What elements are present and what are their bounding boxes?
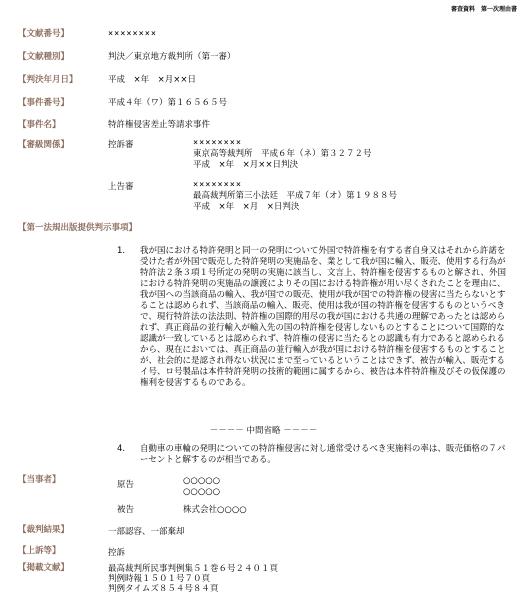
result-label: 【裁判結果】 — [18, 525, 70, 535]
plaintiff-name-2: ○○○○○ — [183, 487, 221, 497]
item1-text: 我が国における特許発明と同一の発明について外国で特許権を有する者自身又はそれから許諾を受けた者が外国で販売した特許発明の実施品を、業として我が国に輸入、販売、使用する行為が特許法２条３項１号所定の発明の実施に該当し、文言上、特許権を侵害するものと解され、外国における特許発明の実施品の譲渡によりその国における特許権が用い尽くされたことを理由に、我が国への当該商品の輸入、我が国での販売、使用が我が国での特許権の侵害に当たらないとすることは認められず、当該商品の輸入、販売、使用は我が国の特許権を侵害するものというべきで、現行特許法の法法則、特許権の国際的用尽の我が国における共通の理解であったとは認められず、真正商品の並行輸入が輸入先の国の特許権を侵害しないものとすることについて国際的な認識が一致しているとは認められず、特許権の侵害に当たるとの認識も有力であると認められるから、現在においては、真正商品の並行輸入が我が国における特許権を侵害するものとすることが、社会的に是認され得ない状況にまで至っているということはできず、被告が輸入、販売するイ号、ロ号製品は本件特許発明の技術的範囲に属するから、被告は本件特許権及びその仮保護の権利を侵害するものである。 — [140, 246, 507, 388]
omitted-marker: －－－－ 中間省略 －－－－ — [209, 426, 318, 436]
plaintiff-name-1: ○○○○○ — [183, 476, 221, 486]
publication-item: 判例タイムズ８５４号８４頁 — [108, 584, 219, 593]
item4-number: 4. — [117, 444, 126, 454]
result-value: 一部認容、一部棄却 — [108, 527, 185, 537]
matters-label: 【第一法規出版提供判示事項】 — [18, 223, 138, 233]
doc-number-value: ×××××××× — [108, 29, 157, 39]
appeal1-date: 平成 ×年 ×月××日判決 — [193, 160, 298, 170]
case-number-label: 【事件番号】 — [18, 98, 70, 108]
case-name-value: 特許権侵害差止等請求事件 — [108, 120, 211, 130]
appeal2-date: 平成 ×年 ×月 ×日判決 — [193, 202, 300, 212]
defendant-label: 被告 — [117, 505, 135, 515]
appeal-label: 【上訴等】 — [18, 546, 61, 556]
case-name-label: 【事件名】 — [18, 120, 61, 130]
appeal-value: 控訴 — [108, 548, 126, 558]
related-label: 【審級関係】 — [18, 140, 70, 150]
defendant-name: 株式会社○○○○ — [183, 505, 247, 515]
doc-number-label: 【文献番号】 — [18, 29, 70, 39]
publication-item: 最高裁判所民事判例集５１巻６号２４０１頁 — [108, 564, 279, 574]
publication-item: 判例時報１５０１号７０頁 — [108, 574, 211, 584]
case-number-value: 平成４年（ワ）第１６５６５号 — [108, 98, 228, 108]
appeal1-label: 控訴審 — [108, 140, 134, 150]
item4-text: 自動車の車輪の発明についての特許権侵害に対し通常受けるべき実施料の率は、販売価格の７パーセントと解するのが相当である。 — [140, 444, 506, 465]
appeal2-doc-number: ×××××××× — [193, 180, 242, 190]
publication-label: 【掲載文献】 — [18, 563, 70, 573]
doc-type-label: 【文献種別】 — [18, 52, 70, 62]
appeal2-label: 上告審 — [108, 182, 134, 192]
appeal1-doc-number: ×××××××× — [193, 138, 242, 148]
decision-date-value: 平成 ×年 ×月××日 — [108, 75, 196, 85]
doc-type-value: 判決／東京地方裁判所（第一審） — [108, 52, 236, 62]
parties-label: 【当事者】 — [18, 475, 61, 485]
header-note: 審査資料 第一次理由書 — [450, 6, 517, 13]
plaintiff-label: 原告 — [117, 480, 135, 490]
appeal2-court: 最高裁判所第三小法廷 平成７年（オ）第１９８８号 — [193, 191, 398, 201]
decision-date-label: 【判決年月日】 — [18, 75, 78, 85]
item1-number: 1. — [117, 246, 126, 256]
appeal1-court: 東京高等裁判所 平成６年（ネ）第３２７２号 — [193, 149, 372, 159]
